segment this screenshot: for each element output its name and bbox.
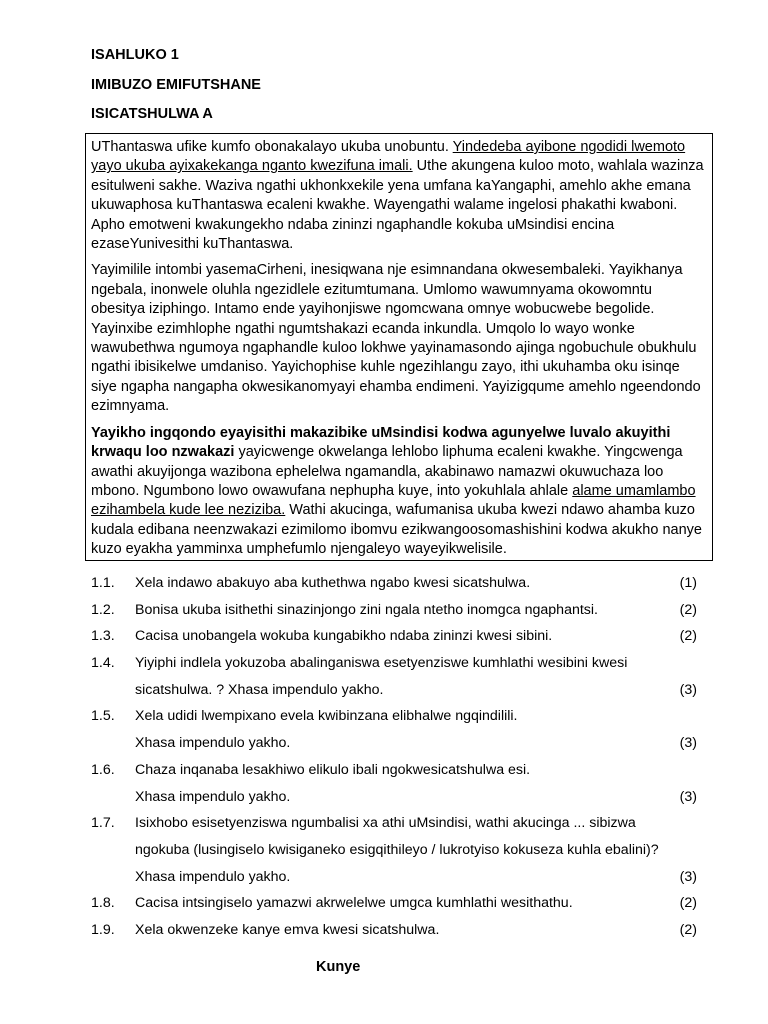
- question-text: Bonisa ukuba isithethi sinazinjongo zini ngala ntetho inomgca ngaphantsi.: [135, 601, 598, 618]
- question-line: [91, 893, 701, 920]
- passage-paragraph-1: [91, 138, 707, 254]
- question-text: Chaza inqanaba lesakhiwo elikulo ibali ngokwesicatshulwa esi.: [135, 761, 531, 778]
- passage-box: [85, 133, 713, 561]
- question-line: [91, 733, 701, 760]
- question-line: [91, 867, 701, 894]
- question-text: Isixhobo esisetyenziswa ngumbalisi xa athi uMsindisi, wathi akucinga ... sibizwa: [135, 815, 636, 832]
- question-line: [91, 787, 701, 814]
- question-number: 1.5.: [91, 708, 115, 725]
- question-text: Xhasa impendulo yakho.: [135, 788, 291, 805]
- underlined-phrase: Yindedeba ayibone ngodidi lwemoto yayo ukuba ayixakekanga nganto kwezifuna imali.: [91, 139, 686, 175]
- question-text: Yiyiphi indlela yokuzoba abalinganiswa esetyenziswe kumhlathi wesibini kwesi: [135, 655, 628, 672]
- question-text: sicatshulwa. ? Xhasa impendulo yakho.: [135, 681, 384, 698]
- question-marks: (1): [679, 575, 697, 591]
- question-marks: (2): [679, 601, 697, 618]
- question-text: Xela udidi lwempixano evela kwibinzana elibhalwe ngqindilili.: [135, 708, 518, 725]
- passage-text: yayicwenge okwelanga lehlobo liphuma ecaleni kwakhe. Yingcwenga awathi akuyijonga wazibona ephelelwa ngamandla, akabinawo namazwi okuwuchaza loo mbono. Ngumbono lowo owawufana nephupha kuye, into yokuhlala ahlale: [91, 444, 683, 499]
- question-line: [91, 680, 701, 707]
- section-heading: IMIBUZO EMIFUTSHANE: [91, 77, 261, 93]
- question-line: [91, 760, 701, 787]
- question-line: [91, 626, 701, 653]
- question-marks: (2): [679, 895, 697, 912]
- question-number: 1.9.: [91, 921, 115, 938]
- question-line: [91, 706, 701, 733]
- question-line: [91, 840, 701, 867]
- question-marks: (3): [679, 788, 697, 805]
- passage-heading: ISICATSHULWA A: [91, 106, 213, 122]
- question-number: 1.8.: [91, 895, 115, 912]
- question-text: Xela okwenzeke kanye emva kwesi sicatshulwa.: [135, 921, 440, 938]
- question-number: 1.1.: [91, 575, 115, 591]
- bold-phrase: Yayikho ingqondo eyayisithi makazibike uMsindisi kodwa agunyelwe luvalo akuyithi krwaqu loo nzwakazi: [91, 424, 671, 461]
- question-marks: (3): [679, 681, 697, 698]
- question-text: Cacisa intsingiselo yamazwi akrwelelwe umgca kumhlathi wesithathu.: [135, 895, 573, 912]
- chapter-heading: ISAHLUKO 1: [91, 47, 179, 63]
- question-text: Xela indawo abakuyo aba kuthethwa ngabo kwesi sicatshulwa.: [135, 575, 531, 591]
- question-marks: (3): [679, 735, 697, 752]
- question-line: [91, 600, 701, 627]
- passage-text: UThantaswa ufike kumfo obonakalayo ukuba unobuntu.: [91, 139, 453, 155]
- question-text: ngokuba (lusingiselo kwisiganeko esigqithileyo / lukrotyiso kokuseza kuhla ebalini)?: [135, 841, 659, 858]
- passage-paragraph-2: Yayimilile intombi yasemaCirheni, inesiqwana nje esimnandana okwesembaleki. Yayikhanya ngebala, inonwele oluhla ngezidlele ezitumtumana. Umlomo wawumnyama okowomntu obesitya iziphingo. Intamo ende yayihonjiswe ngomcwana omnye wobucwebe begolide. Yayinxibe ezimhlophe ngathi ngumtshakazi ecanda inkundla. Umqolo lo wayo wonke wawubethwa ngumoya ngaphandle kuloo lokhwe yayinamasondo ajinga ngobuchule obukhulu ngathi ibisikelwe umdaniso. Yayichophise kuhle ngezihlangu zayo, ithi ukuhamba oku isinqe siye ngapha nangapha okwesikanomyayi ehamba endimeni. Yayizigqume amehlo ngeendondo ezimnyama.: [91, 262, 701, 415]
- question-text: Cacisa unobangela wokuba kungabikho ndaba zininzi kwesi sibini.: [135, 628, 553, 645]
- question-text: Xhasa impendulo yakho.: [135, 735, 291, 752]
- question-line: [91, 573, 701, 600]
- question-number: 1.6.: [91, 761, 115, 778]
- question-list: [91, 573, 701, 947]
- question-line: [91, 813, 701, 840]
- footer-next-page: Kunye: [316, 959, 361, 975]
- question-number: 1.7.: [91, 815, 115, 832]
- passage-text: Uthe akungena kuloo moto, wahlala wazinza esitulweni sakhe. Waziva ngathi ukhonkxekile yena umfana kaYangaphi, amehlo akhe emana ukuwaphosa kuThantaswa ecaleni kwakhe. Wayengathi walame ingelosi phakathi kwaboni. Apho emotweni kwakungekho ndaba zininzi ngaphandle kokuba uMsindisi encina ezaseYunivesithi kuThantaswa.: [91, 158, 704, 253]
- passage-paragraph-3: [91, 424, 707, 560]
- passage-text: Wathi akucinga, wafumanisa ukuba kwezi ndawo ahamba kuzo kudala edibana neenzwakazi ezimilomo ibomvu ezikwangoosomashishini kodwa akukho nanye kuzo eyakha yamminxa umphefumlo njengaleyo wayeyikwelisile.: [91, 502, 702, 558]
- question-number: 1.4.: [91, 655, 115, 672]
- question-text: Xhasa impendulo yakho.: [135, 868, 291, 885]
- question-line: [91, 920, 701, 947]
- question-number: 1.3.: [91, 628, 115, 645]
- underlined-phrase: alame umamlambo ezihambela kude lee neziziba.: [91, 482, 696, 519]
- question-marks: (3): [679, 868, 697, 885]
- question-number: 1.2.: [91, 601, 115, 618]
- question-marks: (2): [679, 628, 697, 645]
- question-line: [91, 653, 701, 680]
- question-marks: (2): [679, 921, 697, 938]
